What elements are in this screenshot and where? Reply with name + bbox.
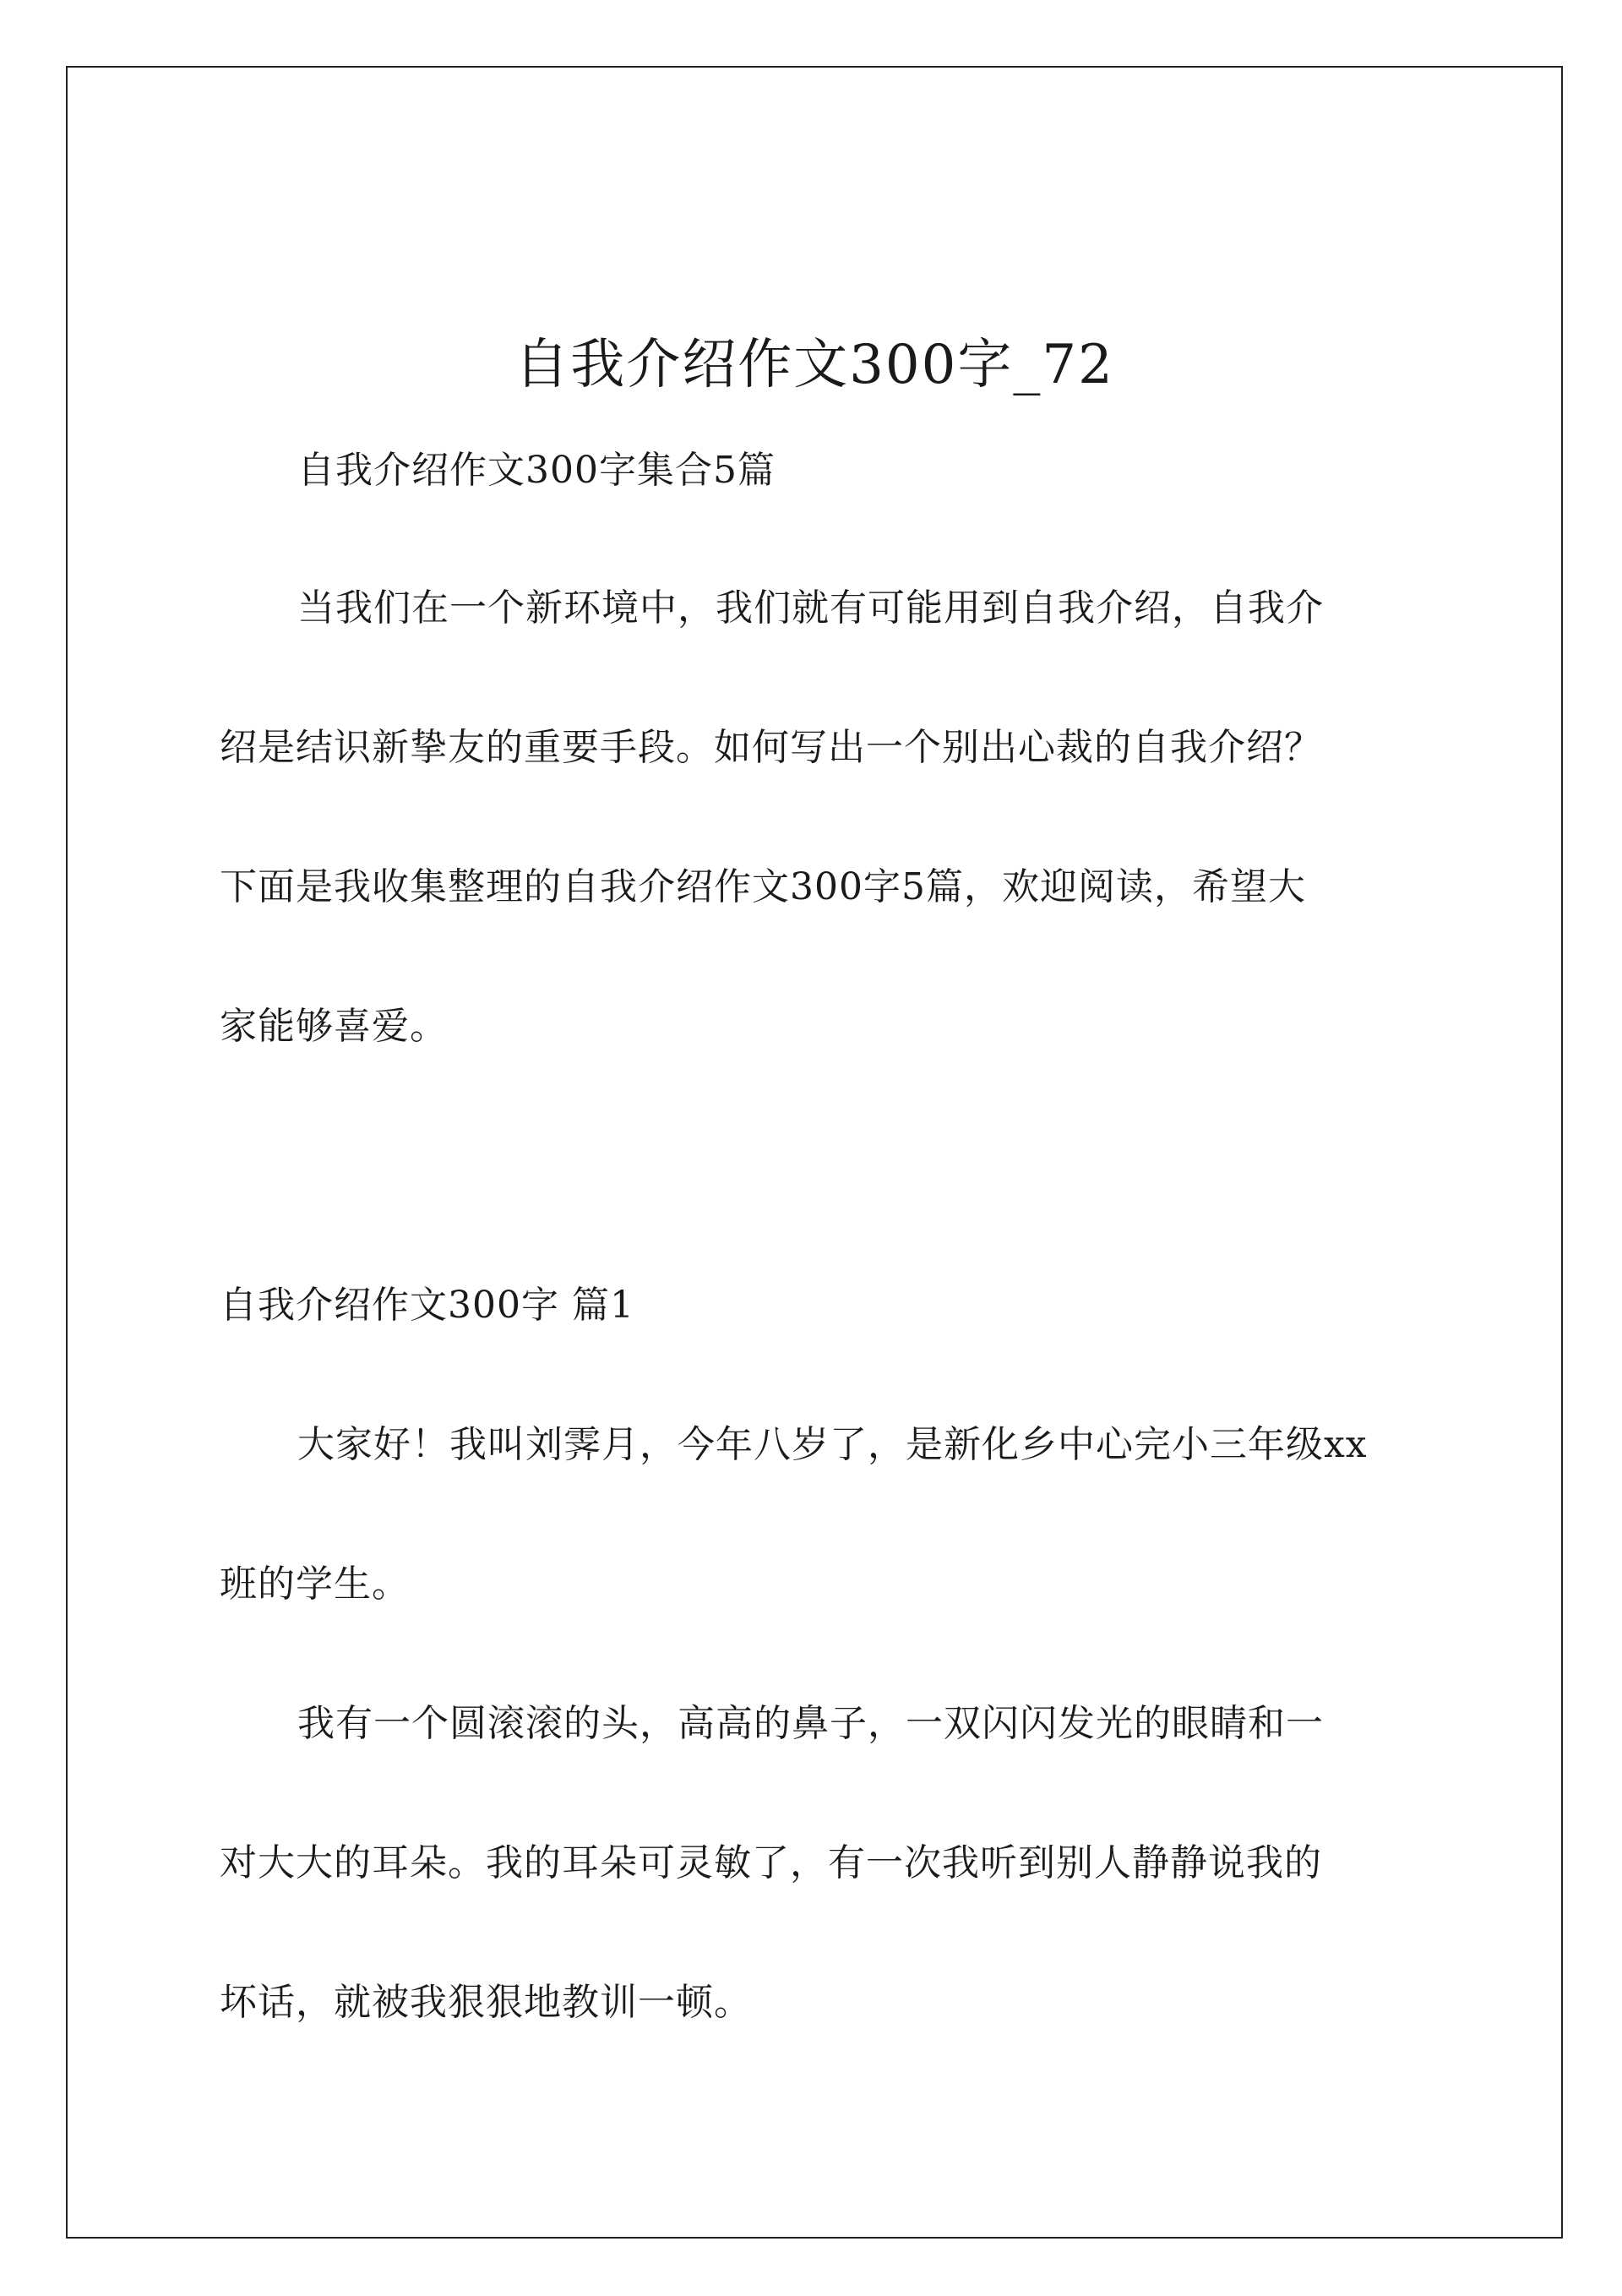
paragraph-line: 大家好！我叫刘霁月，今年八岁了，是新化乡中心完小三年级xx: [297, 1423, 1368, 1466]
paragraph-line: 坏话，就被我狠狠地教训一顿。: [220, 1981, 752, 2024]
intro-line: 家能够喜爱。: [220, 1005, 448, 1048]
intro-line: 下面是我收集整理的自我介绍作文300字5篇，欢迎阅读，希望大: [220, 865, 1306, 908]
paragraph-line: 我有一个圆滚滚的头，高高的鼻子，一双闪闪发光的眼睛和一: [297, 1702, 1324, 1745]
document-title: 自我介绍作文300字_72: [514, 334, 1114, 396]
paragraph-line: 对大大的耳朵。我的耳朵可灵敏了，有一次我听到别人静静说我的: [220, 1841, 1322, 1884]
section-heading: 自我介绍作文300字 篇1: [220, 1284, 634, 1327]
intro-line: 绍是结识新挚友的重要手段。如何写出一个别出心裁的自我介绍？: [220, 726, 1322, 769]
intro-line: 当我们在一个新环境中，我们就有可能用到自我介绍，自我介: [297, 586, 1324, 630]
document-page: [66, 66, 1563, 2239]
document-subtitle: 自我介绍作文300字集合5篇: [297, 449, 776, 492]
paragraph-line: 班的学生。: [220, 1562, 410, 1606]
